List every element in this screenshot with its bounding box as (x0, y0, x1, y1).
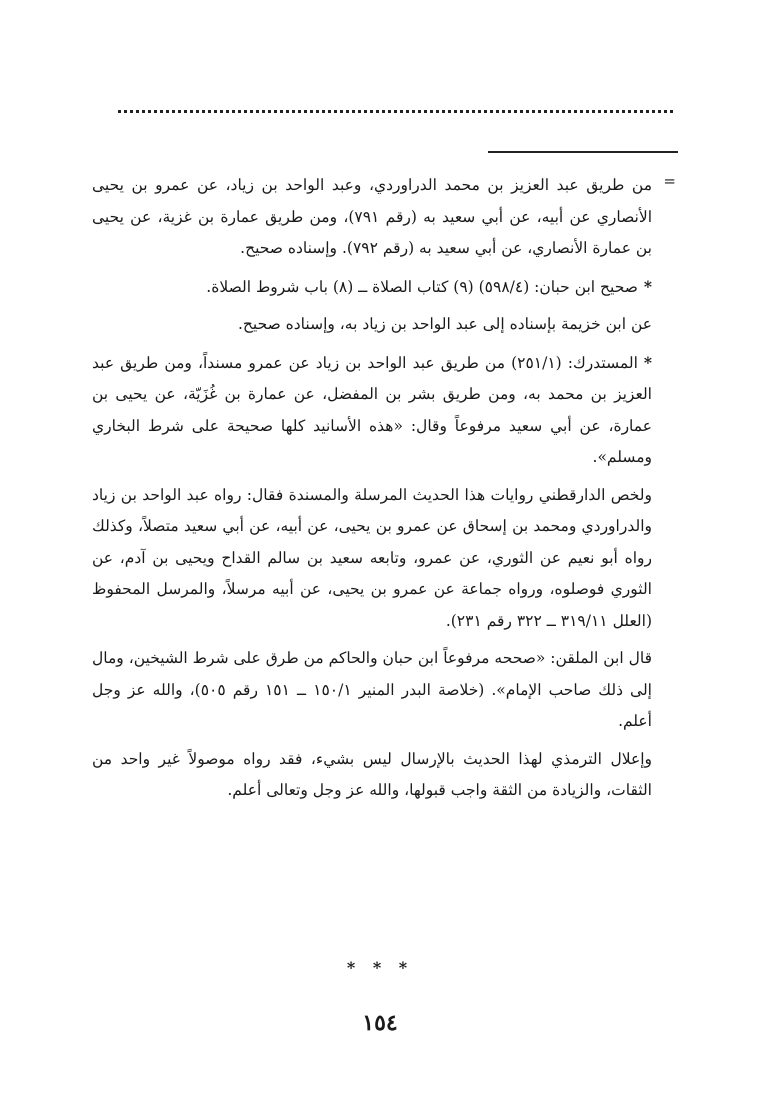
footnote-paragraph (92, 744, 652, 807)
star-marker: * (643, 276, 652, 296)
footnote-paragraph (92, 480, 652, 638)
paragraph-text: المستدرك: (٢٥١/١) من طريق عبد الواحد بن زياد عن عمرو مسنداً، ومن طريق عبد العزيز بن محمد به، ومن طريق بشر بن المفضل، عن عمارة بن غُزَيّة، عن يحيى بن عمارة، عن أبي سعيد مرفوعاً وقال: «هذه الأسانيد كلها صحيحة على شرط البخاري ومسلم». (92, 353, 652, 466)
paragraph-text: وإعلال الترمذي لهذا الحديث بالإرسال ليس بشيء، فقد رواه موصولاً غير واحد من الثقات، والزيادة من الثقة واجب قبولها، والله عز وجل وتعالى أعلم. (92, 749, 652, 799)
star-marker: * (643, 352, 652, 372)
section-separator: * * * (346, 958, 414, 977)
paragraph-text: قال ابن الملقن: «صححه مرفوعاً ابن حبان والحاكم من طرق على شرط الشيخين، ومال إلى ذلك صاحب الإمام». (خلاصة البدر المنير ١٥٠/١ ــ ١٥١ رقم ٥٠٥)، والله عز وجل أعلم. (92, 649, 652, 730)
continuation-mark: = (663, 172, 676, 190)
page-number: ١٥٤ (362, 1010, 398, 1036)
paragraph-text: صحيح ابن حبان: (٥٩٨/٤) (٩) كتاب الصلاة ــ (٨) باب شروط الصلاة. (206, 277, 638, 296)
footnote-paragraph (92, 643, 652, 738)
footnote-body (92, 170, 652, 813)
footnote-paragraph (92, 271, 652, 304)
footnote-paragraph (92, 347, 652, 474)
paragraph-text: عن ابن خزيمة بإسناده إلى عبد الواحد بن زياد به، وإسناده صحيح. (237, 315, 652, 333)
paragraph-text: ولخص الدارقطني روايات هذا الحديث المرسلة والمسندة فقال: رواه عبد الواحد بن زياد والدراوردي ومحمد بن إسحاق عن عمرو بن يحيى، عن أبيه، عن أبي سعيد متصلاً، وكذلك رواه أبو نعيم عن الثوري، عن عمرو، وتابعه سعيد بن سالم القداح ويحيى بن آدم، عن الثوري فوصلوه، ورواه جماعة عن عمرو بن يحيى، عن أبيه مرسلاً، والمرسل المحفوظ (العلل ٣١٩/١١ ــ ٣٢٢ رقم ٢٣١). (92, 485, 652, 630)
footnote-paragraph (92, 170, 652, 265)
dotted-separator (118, 110, 673, 113)
paragraph-text: من طريق عبد العزيز بن محمد الدراوردي، وعبد الواحد بن زياد، عن عمرو بن يحيى الأنصاري عن أبيه، عن أبي سعيد به (رقم ٧٩١)، ومن طريق عمارة بن غزية، عن يحيى بن عمارة الأنصاري، عن أبي سعيد به (رقم ٧٩٢). وإسناده صحيح. (92, 176, 653, 257)
footnote-paragraph (92, 309, 652, 341)
footnote-rule (488, 151, 678, 153)
